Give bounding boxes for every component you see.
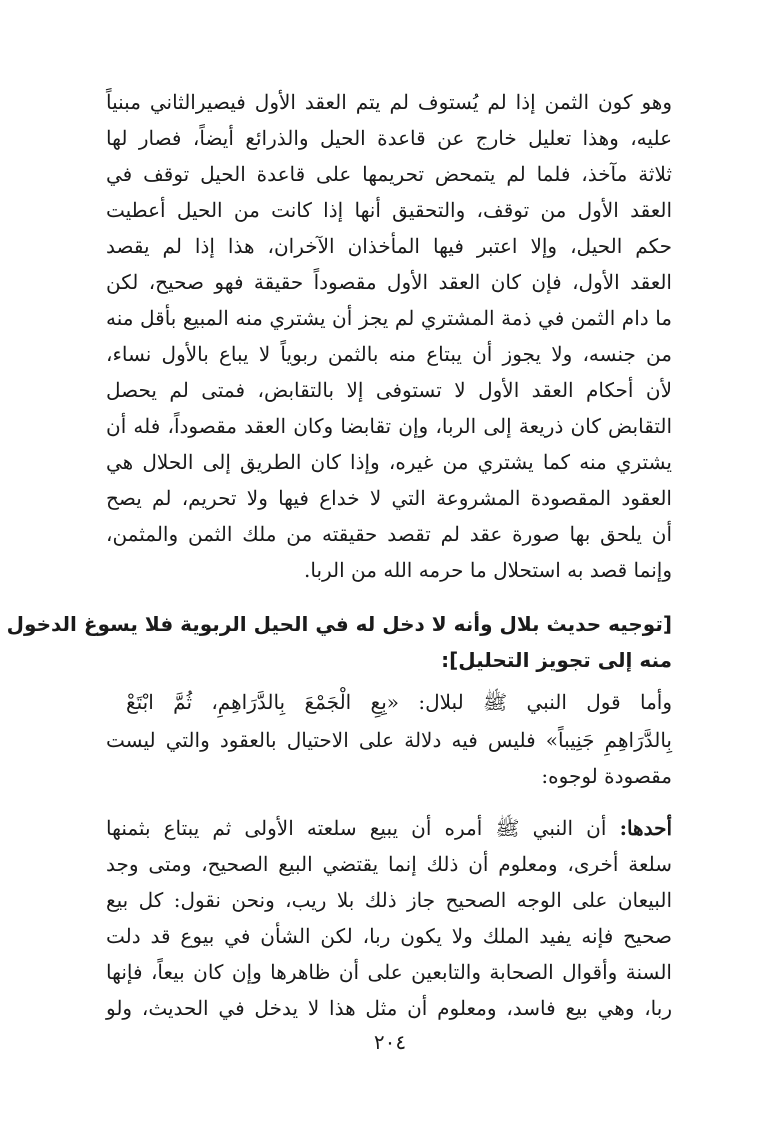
text-line: بِالدَّرَاهِمِ جَنِيباً» فليس فيه دلالة على الاحتيال بالعقود والتي ليست: [106, 728, 672, 752]
text-line: وإنما قصد به استحلال ما حرمه الله من الربا.: [304, 558, 672, 582]
heading-line: [توجيه حديث بلال وأنه لا دخل له في الحيل الربوية فلا يسوغ الدخول: [6, 612, 672, 636]
text-line: سلعة أخرى، ومعلوم أن ذلك إنما يقتضي البيع الصحيح، ومتى وجد: [106, 852, 672, 876]
text-span: أن النبي ﷺ أمره أن يبيع سلعته الأولى ثم يبتاع بثمنها: [106, 816, 607, 840]
text-line: العقد الأول من توقف، والتحقيق أنها إذا كانت من الحيل أعطيت: [106, 198, 672, 222]
text-line: يشتري منه كما يشتري من غيره، وإذا كان الطريق إلى الحلال هي: [106, 450, 672, 474]
text-line: حكم الحيل، وإلا اعتبر فيها المأخذان الآخران، هذا إذا لم يقصد: [106, 234, 672, 258]
text-line: العقد الأول، فإن كان العقد الأول مقصوداً حقيقة فهو صحيح، لكن: [106, 270, 672, 294]
text-line: التقابض كان ذريعة إلى الربا، وإن تقابضا وكان العقد مقصوداً، فله أن: [106, 414, 673, 438]
text-line: ربا، وهي بيع فاسد، ومعلوم أن مثل هذا لا يدخل في الحديث، ولو: [106, 996, 672, 1020]
text-line: ما دام الثمن في ذمة المشتري لم يجز أن يشتري منه المبيع بأقل منه: [106, 306, 672, 330]
text-line: البيعان على الوجه الصحيح جاز ذلك بلا ريب، ونحن نقول: كل بيع: [106, 888, 672, 912]
text-line: السنة وأقوال الصحابة والتابعين على أن ظاهرها وإن كان بيعاً، فإنها: [106, 960, 672, 984]
text-line: مقصودة لوجوه:: [541, 764, 672, 788]
text-line: [106, 810, 672, 846]
text-line: وأما قول النبي ﷺ لبلال: «بِعِ الْجَمْعَ بِالدَّرَاهِمِ، ثُمَّ ابْتَعْ: [126, 690, 673, 714]
text-line: لأن أحكام العقد الأول لا تستوفى إلا بالتقابض، فمتى لم يحصل: [106, 378, 672, 402]
text-line: عليه، وهذا تعليل خارج عن قاعدة الحيل والذرائع أيضاً، فصار لها: [106, 126, 672, 150]
page-number: ٢٠٤: [373, 1030, 407, 1054]
point-label: أحدها:: [619, 816, 673, 840]
heading-line: منه إلى تجويز التحليل]:: [441, 648, 672, 672]
text-line: وهو كون الثمن إذا لم يُستوف لم يتم العقد الأول فيصيرالثاني مبنياً: [106, 90, 672, 114]
text-line: أن يلحق بها صورة عقد لم تقصد حقيقته من ملك الثمن والمثمن،: [106, 522, 672, 546]
text-line: صحيح فإنه يفيد الملك ولا يكون ربا، لكن الشأن في بيوع قد دلت: [106, 924, 672, 948]
text-line: ثلاثة مآخذ، فلما لم يتمحض تحريمها على قاعدة الحيل توقف في: [106, 162, 672, 186]
text-line: العقود المقصودة المشروعة التي لا خداع فيها ولا تحريم، لم يصح: [106, 486, 672, 510]
text-line: من جنسه، ولا يجوز أن يبتاع منه بالثمن ربوياً لا يباع بالأول نساء،: [106, 342, 672, 366]
